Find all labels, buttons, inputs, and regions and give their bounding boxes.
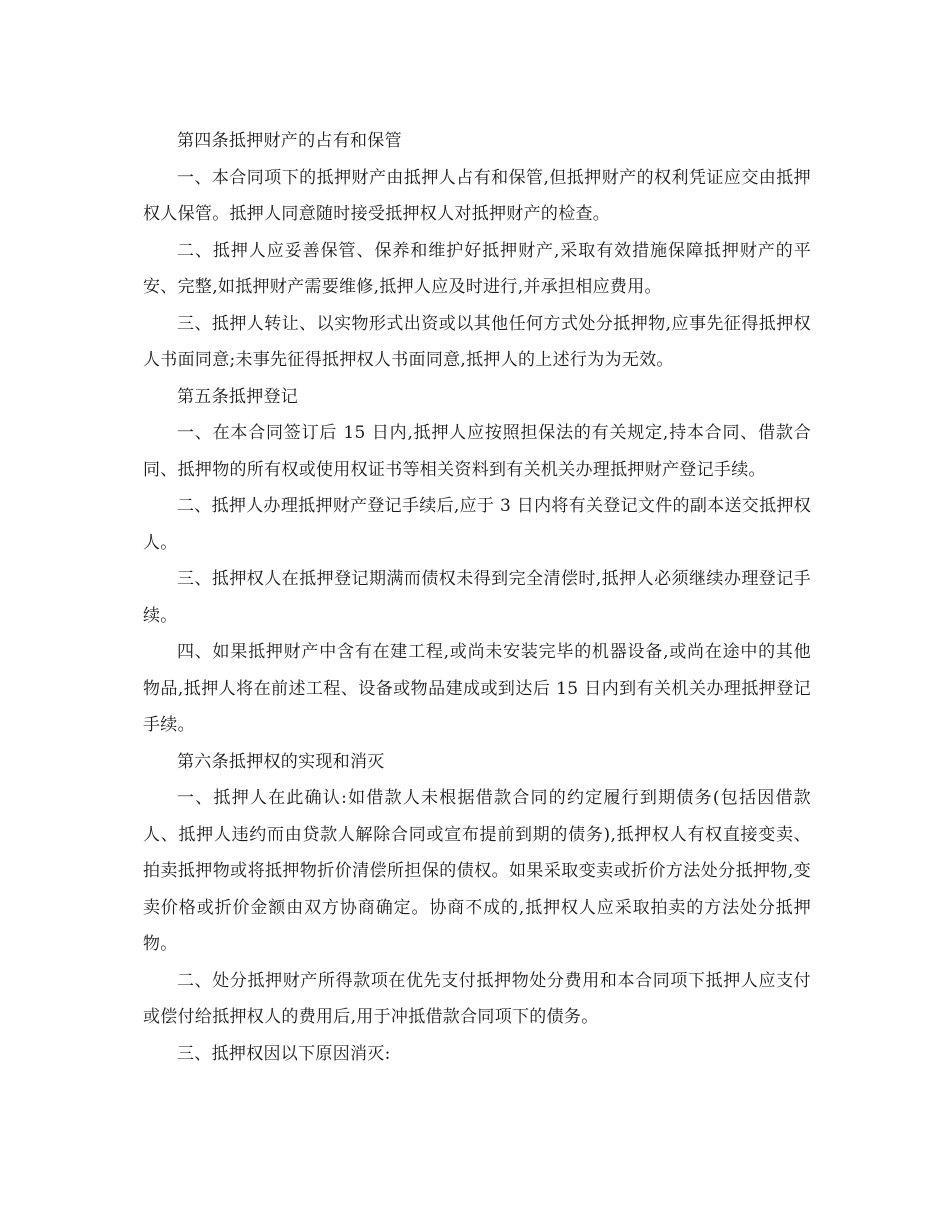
article-6-clause-1: 一、抵押人在此确认:如借款人未根据借款合同的约定履行到期债务(包括因借款人、抵押人违约而由贷款人解除合同或宣布提前到期的债务),抵押权人有权直接变卖、拍卖抵押物或将抵押物折价清偿所担保的债权。如果采取变卖或折价方法处分抵押物,变卖价格或折价金额由双方协商确定。协商不成的,抵押权人应采取拍卖的方法处分抵押物。 xyxy=(143,788,811,954)
article-5-clause-3: 三、抵押权人在抵押登记期满而债权未得到完全清偿时,抵押人必须继续办理登记手续。 xyxy=(143,569,811,626)
article-5-clause-2: 二、抵押人办理抵押财产登记手续后,应于 3 日内将有关登记文件的副本送交抵押权人。 xyxy=(143,496,811,553)
article-4-clause-1: 一、本合同项下的抵押财产由抵押人占有和保管,但抵押财产的权利凭证应交由抵押权人保管。抵押人同意随时接受抵押权人对抵押财产的检查。 xyxy=(143,167,811,224)
document-body xyxy=(143,123,811,1072)
article-6-heading: 第六条抵押权的实现和消灭 xyxy=(177,751,385,772)
article-4-clause-2: 二、抵押人应妥善保管、保养和维护好抵押财产,采取有效措施保障抵押财产的平安、完整,如抵押财产需要维修,抵押人应及时进行,并承担相应费用。 xyxy=(143,240,811,297)
article-5-clause-1: 一、在本合同签订后 15 日内,抵押人应按照担保法的有关规定,持本合同、借款合同、抵押物的所有权或使用权证书等相关资料到有关机关办理抵押财产登记手续。 xyxy=(143,423,811,480)
article-6-clause-3: 三、抵押权因以下原因消灭: xyxy=(177,1043,391,1064)
article-6-clause-2: 二、处分抵押财产所得款项在优先支付抵押物处分费用和本合同项下抵押人应支付或偿付给抵押权人的费用后,用于冲抵借款合同项下的债务。 xyxy=(143,970,811,1027)
article-5-heading: 第五条抵押登记 xyxy=(177,386,299,407)
article-4-clause-3: 三、抵押人转让、以实物形式出资或以其他任何方式处分抵押物,应事先征得抵押权人书面同意;未事先征得抵押权人书面同意,抵押人的上述行为为无效。 xyxy=(143,313,811,370)
article-5-clause-4: 四、如果抵押财产中含有在建工程,或尚未安装完毕的机器设备,或尚在途中的其他物品,抵押人将在前述工程、设备或物品建成或到达后 15 日内到有关机关办理抵押登记手续。 xyxy=(143,642,811,735)
article-4-heading: 第四条抵押财产的占有和保管 xyxy=(177,131,402,151)
